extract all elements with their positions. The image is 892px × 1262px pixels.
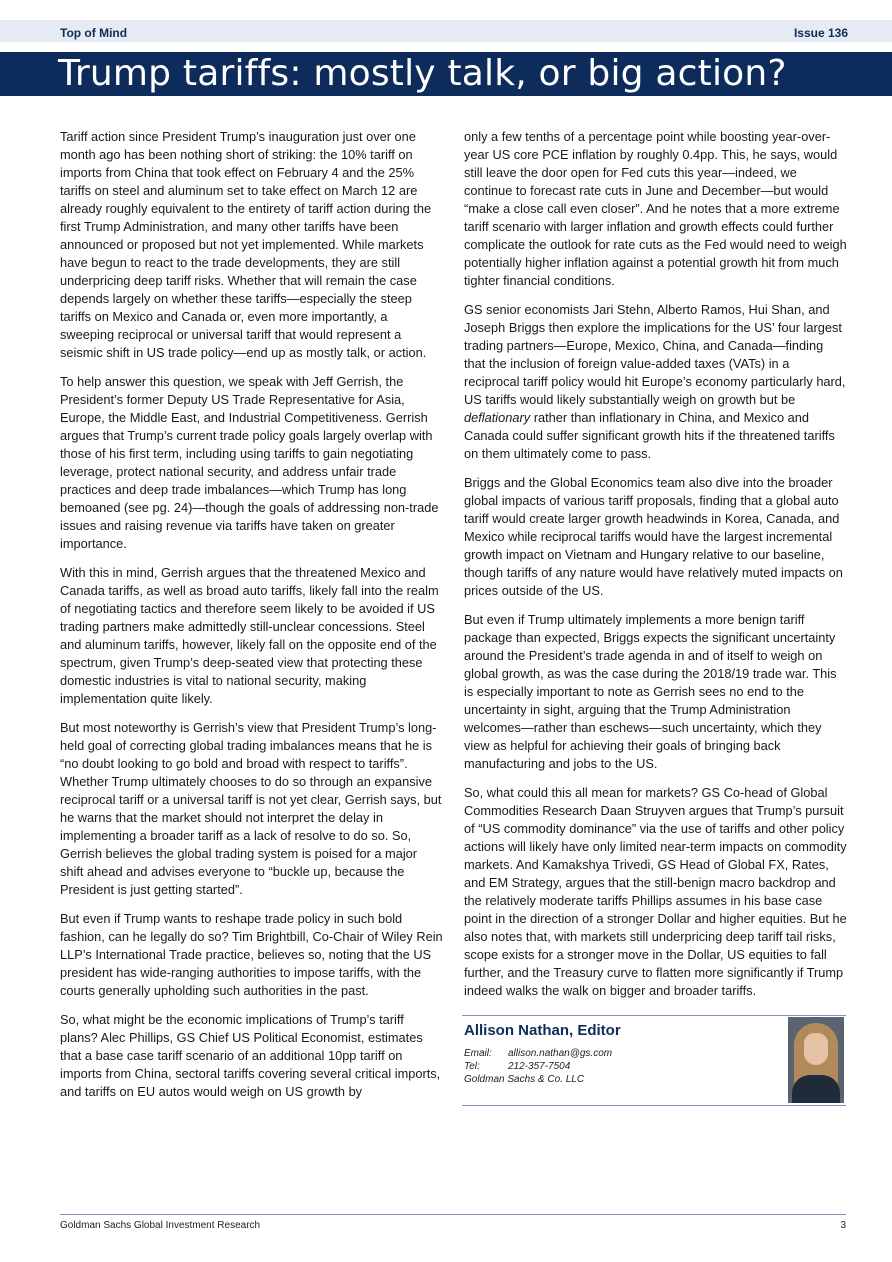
paragraph-text: rather than inflationary in China, and Mexico and Canada could suffer significant growth hits if the threatened tariffs on them ultimately come to pass. xyxy=(464,410,835,461)
editor-contact xyxy=(464,1047,612,1086)
photo-face xyxy=(804,1033,828,1065)
tel-label: Tel: xyxy=(464,1061,480,1072)
right-column xyxy=(464,128,848,1011)
email-label: Email: xyxy=(464,1048,492,1059)
paragraph-text: GS senior economists Jari Stehn, Alberto Ramos, Hui Shan, and Joseph Briggs then explore the implications for the US’ four largest trading partners—Europe, Mexico, China, and Canada—finding that the inclusion of foreign value-added taxes (VATs) in a reciprocal tariff policy would hit Europe’s economy particularly hard, US tariffs would likely substantially weigh on growth but be xyxy=(464,302,846,407)
paragraph: But even if Trump wants to reshape trade policy in such bold fashion, can he legally do so? Tim Brightbill, Co-Chair of Wiley Rein LLP’s International Trade practice, believes so, noting that the US president has wide-ranging authorities to impose tariffs, with the courts generally upholding such authorities in the past. xyxy=(60,911,443,998)
top-bar xyxy=(0,20,892,42)
page-title: Trump tariffs: mostly talk, or big action? xyxy=(58,53,787,94)
paragraph: only a few tenths of a percentage point while boosting year-over-year US core PCE inflation by roughly 0.4pp. This, he says, would still leave the door open for Fed cuts this year—indeed, we continue to forecast rate cuts in June and December—but would “make a close call even closer”. And he notes that a more extreme tariff scenario with larger inflation and growth effects could further complicate the outlook for rate cuts as the Fed would need to weigh potentially higher inflation against a potential growth hit from much tighter financial conditions. xyxy=(464,129,847,288)
editor-company: Goldman Sachs & Co. LLC xyxy=(464,1074,585,1085)
section-label: Top of Mind xyxy=(60,26,128,40)
page-number: 3 xyxy=(840,1220,846,1231)
editor-name: Allison Nathan, Editor xyxy=(464,1022,621,1039)
paragraph: To help answer this question, we speak with Jeff Gerrish, the President’s former Deputy US Trade Representative for Asia, Europe, the Middle East, and Industrial Competitiveness. Gerrish argues that Trump’s current trade policy goals largely overlap with those of his first term, including using tariffs to gain negotiating leverage, protect national security, and address unfair trade practices and deep trade imbalances—which Trump has long bemoaned (see pg. 24)—though the goals of addressing non-trade issues and raising revenue via tariffs have taken on greater importance. xyxy=(60,374,439,551)
paragraph xyxy=(464,301,848,463)
issue-number: Issue 136 xyxy=(793,26,848,40)
left-column xyxy=(60,128,444,1112)
footer-source: Goldman Sachs Global Investment Research xyxy=(60,1220,261,1231)
paragraph: But most noteworthy is Gerrish’s view that President Trump’s long-held goal of correcting global trading imbalances means that he is “no doubt looking to go bold and broad with respect to tariffs”. Whether Trump ultimately chooses to do so through an expansive reciprocal tariff or a universal tariff is not yet clear, Gerrish says, but he warns that the market should not interpret the delay in implementing a broader tariff as a lack of resolve to do so. So, Gerrish believes the global trading system is poised for a major shift ahead and advises everyone to “buckle up, because the President is just getting started”. xyxy=(60,720,442,897)
editor-email-link[interactable]: allison.nathan@gs.com xyxy=(508,1048,613,1059)
editor-phone: 212-357-7504 xyxy=(508,1061,571,1072)
paragraph: With this in mind, Gerrish argues that the threatened Mexico and Canada tariffs, as well as broad auto tariffs, likely fall into the realm of negotiating tactics and therefore seem likely to be avoided if US trading partners make admittedly still-unclear concessions. Steel and aluminum tariffs, however, likely fall on the opposite end of the spectrum, given Trump’s deep-seated view that protecting these domestic industries is vital to national security, making implementation quite likely. xyxy=(60,565,439,706)
paragraph: Briggs and the Global Economics team also dive into the broader global impacts of various tariff proposals, finding that a global auto tariff would create larger growth headwinds in Korea, Canada, and Mexico while reciprocal tariffs would have the largest incremental growth impact on Vietnam and Hungary relative to our baseline, though tariffs of any nature would have relatively muted impacts on prices outside of the US. xyxy=(464,475,843,598)
emphasis-text: deflationary xyxy=(464,410,531,425)
title-banner xyxy=(0,52,892,96)
photo-body xyxy=(792,1075,840,1103)
editor-photo xyxy=(788,1017,844,1103)
paragraph: So, what might be the economic implications of Trump’s tariff plans? Alec Phillips, GS Chief US Political Economist, estimates that a base case tariff scenario of an additional 10pp tariff on imports from China, sectoral tariffs covering several critical imports, and tariffs on EU autos would weigh on US growth by xyxy=(60,1012,441,1099)
footer-divider xyxy=(60,1214,846,1215)
paragraph: So, what could this all mean for markets? GS Co-head of Global Commodities Research Daan Struyven argues that Trump’s pursuit of “US commodity dominance” via the use of tariffs and other policy actions will likely have only limited near-term impacts on commodity markets. And Kamakshya Trivedi, GS Head of Global FX, Rates, and EM Strategy, argues that the still-benign macro backdrop and the relatively moderate tariffs Phillips assumes in his base case point in the direction of a stronger Dollar and higher equities. But he also notes that, with markets still underpricing deep tariff tail risks, scope exists for a stronger move in the Dollar, US equities to fall further, and the Treasury curve to flatten more significantly if Trump indeed walks the walk on bigger and broader tariffs. xyxy=(464,785,847,998)
paragraph: But even if Trump ultimately implements a more benign tariff package than expected, Briggs expects the significant uncertainty around the President’s trade agenda in and of itself to weigh on global growth, as was the case during the 2018/19 trade war. This is especially important to note as Gerrish sees no end to the uncertainty in sight, arguing that the Trump Administration welcomes—rather than eschews—such uncertainty, which they view as helpful for achieving their goals of bringing back manufacturing and jobs to the US. xyxy=(464,612,837,771)
paragraph: Tariff action since President Trump’s inauguration just over one month ago has been nothing short of striking: the 10% tariff on imports from China that took effect on February 4 and the 25% tariffs on steel and aluminum set to take effect on March 12 are already roughly equivalent to the entirety of tariff action during the first Trump Administration, and many other tariffs have been announced or proposed but not yet implemented. While markets have begun to react to the trade developments, they are still underpricing deep tariff risks. Whether that will remain the case depends largely on whether these tariffs—especially the steep tariffs on Mexico and Canada or, even more importantly, a sweeping reciprocal or universal tariff that would represent a seismic shift in US trade policy—end up as mostly talk, or action. xyxy=(60,129,432,360)
editor-box xyxy=(462,1015,846,1106)
